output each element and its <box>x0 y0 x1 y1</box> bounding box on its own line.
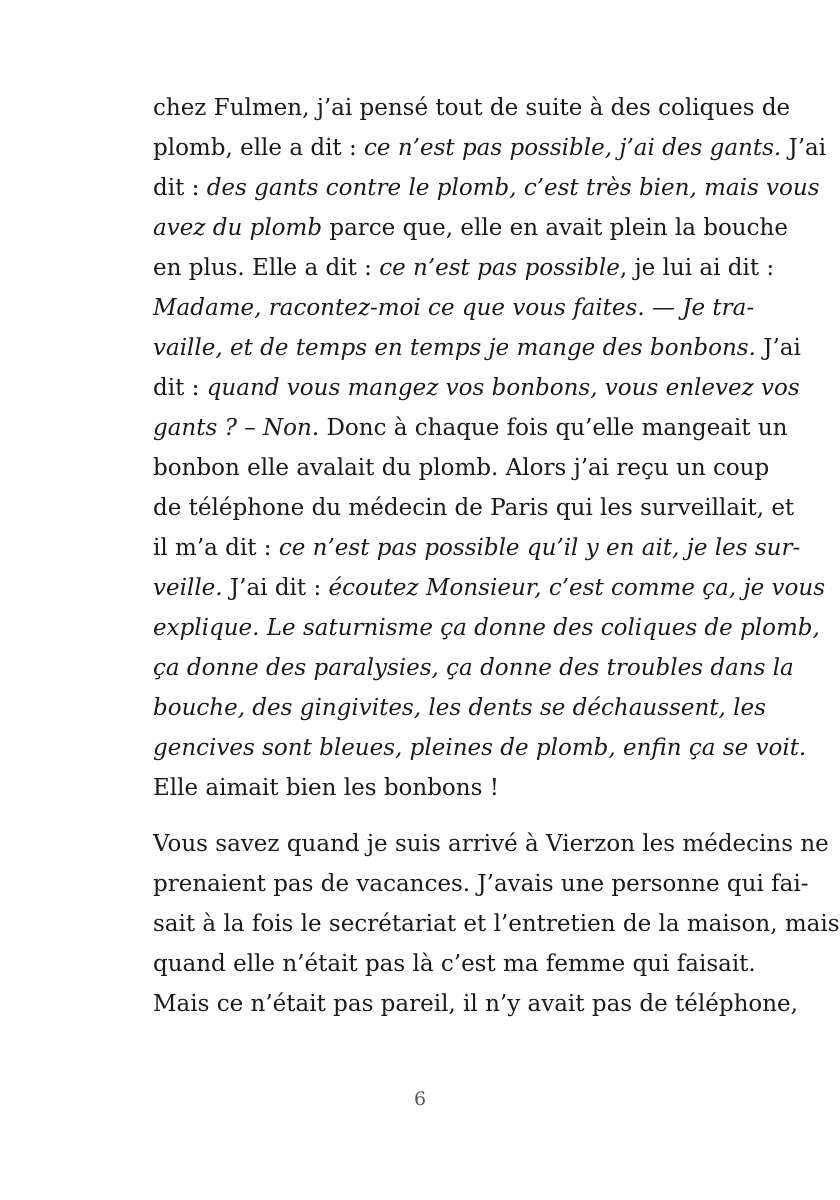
text-segment: en plus. Elle a dit : <box>153 255 380 281</box>
text-segment: de téléphone du médecin de Paris qui les surveillait, et <box>153 495 795 521</box>
italic-segment: explique. Le saturnisme ça donne des coliques de plomb, <box>153 615 820 641</box>
text-segment: Mais ce n’était pas pareil, il n’y avait pas de téléphone, <box>153 991 798 1017</box>
paragraph-2 <box>153 824 840 1024</box>
text-line <box>153 944 756 984</box>
text-line <box>153 864 809 904</box>
text-line <box>153 288 755 328</box>
text-line <box>153 768 691 808</box>
text-line <box>153 168 820 208</box>
italic-segment: des gants contre le plomb, c’est très bien, mais vous <box>206 175 820 201</box>
text-segment: prenaient pas de vacances. J’avais une personne qui fai- <box>153 871 809 897</box>
italic-segment: avez du plomb <box>153 215 323 241</box>
text-segment: , je lui ai dit : <box>619 255 775 281</box>
italic-segment: vaille, et de temps en temps je mange des bonbons. <box>153 335 756 361</box>
text-segment: parce que, elle en avait plein la bouche <box>322 215 788 241</box>
text-line <box>153 128 827 168</box>
text-line <box>153 648 794 688</box>
text-segment: dit : <box>153 375 207 401</box>
text-segment: Donc à chaque fois qu’elle mangeait un <box>319 415 788 441</box>
text-line <box>153 408 788 448</box>
text-line <box>153 328 801 368</box>
italic-segment: veille. <box>153 575 223 601</box>
italic-segment: quand vous mangez vos bonbons, vous enlevez vos <box>206 375 800 401</box>
text-segment: quand elle n’était pas là c’est ma femme qui faisait. <box>153 951 756 977</box>
text-segment: il m’a dit : <box>153 535 279 561</box>
page-number: 6 <box>413 1088 427 1110</box>
italic-segment: gants ? – Non. <box>153 415 320 441</box>
text-line <box>153 528 801 568</box>
text-line <box>153 824 829 864</box>
text-segment: sait à la fois le secrétariat et l’entretien de la maison, mais <box>153 911 840 937</box>
text-line <box>153 688 766 728</box>
italic-segment: ce n’est pas possible qu’il y en ait, je les sur- <box>278 535 801 561</box>
text-line <box>153 728 807 768</box>
text-line <box>153 984 798 1024</box>
text-segment: bonbon elle avalait du plomb. Alors j’ai reçu un coup <box>153 455 770 481</box>
text-line <box>153 488 795 528</box>
italic-segment: ça donne des paralysies, ça donne des troubles dans la <box>153 655 794 681</box>
text-line <box>153 608 820 648</box>
text-segment: Vous savez quand je suis arrivé à Vierzon les médecins ne <box>153 831 829 857</box>
italic-segment: Madame, racontez-moi ce que vous faites. — Je tra- <box>153 295 755 321</box>
italic-segment: bouche, des gingivites, les dents se déchaussent, les <box>153 695 766 721</box>
text-segment: J’ai <box>781 135 827 161</box>
text-segment: chez Fulmen, j’ai pensé tout de suite à des coliques de <box>153 95 791 121</box>
italic-segment: écoutez Monsieur, c’est comme ça, je vous <box>328 575 826 601</box>
text-line <box>153 208 788 248</box>
text-segment: J’ai <box>755 335 801 361</box>
text-segment: plomb, elle a dit : <box>153 135 365 161</box>
text-line <box>153 248 775 288</box>
italic-segment: gencives sont bleues, pleines de plomb, enfin ça se voit. <box>153 735 807 761</box>
text-line <box>153 904 840 944</box>
text-segment: J’ai dit : <box>222 575 329 601</box>
text-line <box>153 88 791 128</box>
text-line <box>153 568 826 608</box>
italic-segment: ce n’est pas possible <box>379 255 620 281</box>
text-line <box>153 368 800 408</box>
paragraph-1 <box>153 88 827 808</box>
text-segment: dit : <box>153 175 207 201</box>
text-segment: Elle aimait bien les bonbons ! <box>153 775 499 801</box>
italic-segment: ce n’est pas possible, j’ai des gants. <box>364 135 782 161</box>
text-line <box>153 448 770 488</box>
